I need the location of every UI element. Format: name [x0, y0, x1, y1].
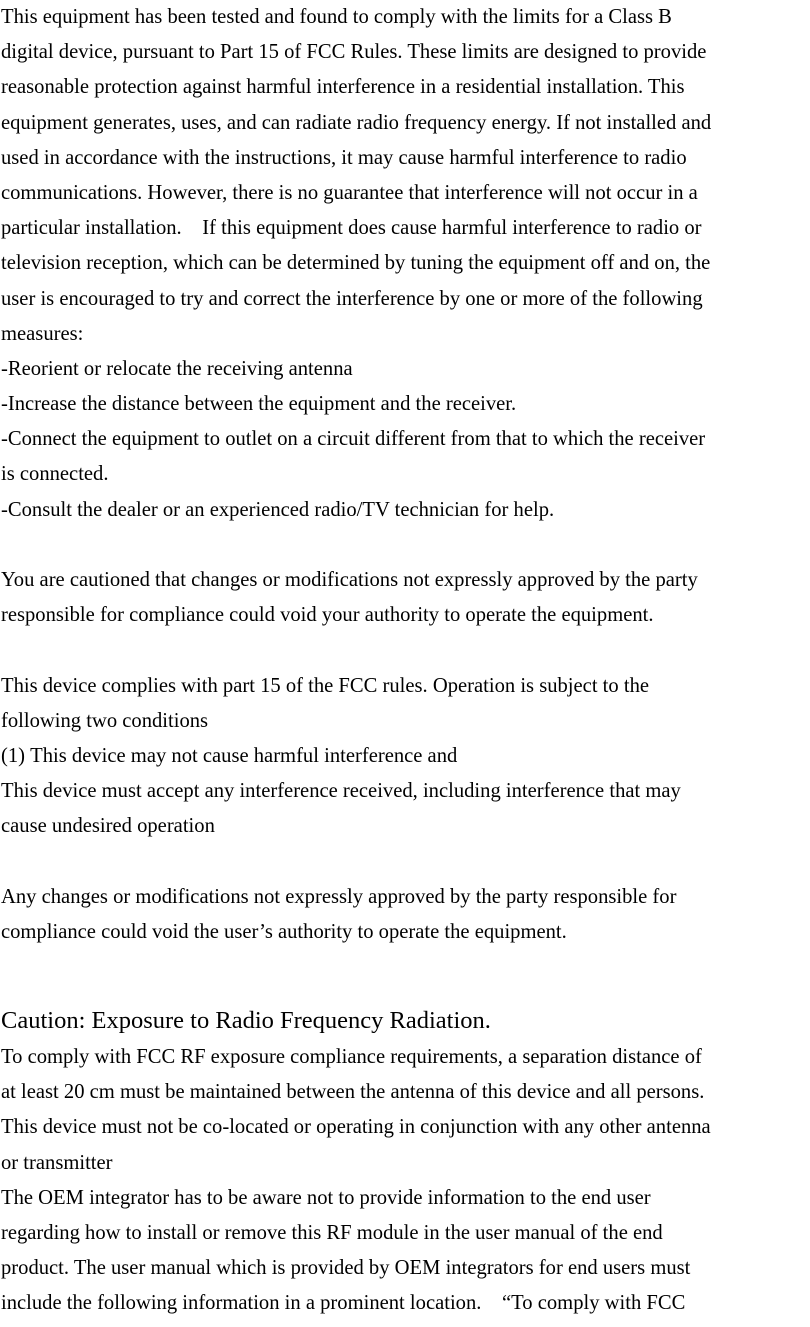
- text-line: regarding how to install or remove this RF module in the user manual of the end: [1, 1222, 663, 1244]
- text-line: This device complies with part 15 of the FCC rules. Operation is subject to the: [1, 674, 650, 697]
- text-line: equipment generates, uses, and can radiate radio frequency energy. If not installed and: [1, 111, 712, 134]
- section-rf-exposure: [0, 1002, 810, 1322]
- paragraph-class-b-compliance: [0, 0, 810, 352]
- text-line: used in accordance with the instructions, it may cause harmful interference to radio: [1, 146, 687, 169]
- text-line: product. The user manual which is provided by OEM integrators for end users must: [1, 1257, 691, 1280]
- section-heading: Caution: Exposure to Radio Frequency Radiation.: [1, 1007, 491, 1035]
- text-line: measures:: [1, 322, 84, 345]
- text-line: Any changes or modifications not expressly approved by the party responsible for: [1, 885, 677, 908]
- measure-item: -Consult the dealer or an experienced radio/TV technician for help.: [1, 498, 555, 521]
- text-line: You are cautioned that changes or modifications not expressly approved by the party: [1, 569, 698, 591]
- condition-item: (1) This device may not cause harmful interference and: [1, 744, 458, 767]
- text-line: include the following information in a prominent location. “To comply with FCC: [1, 1292, 686, 1315]
- paragraph-part15-conditions: [0, 669, 810, 845]
- text-line: This device must not be co-located or operating in conjunction with any other antenna: [1, 1116, 711, 1139]
- text-line: communications. However, there is no guarantee that interference will not occur in a: [1, 181, 698, 204]
- text-line: This equipment has been tested and found to comply with the limits for a Class B: [1, 6, 672, 28]
- text-line: following two conditions: [1, 709, 209, 732]
- text-line: compliance could void the user’s authority to operate the equipment.: [1, 920, 567, 943]
- measure-item: -Reorient or relocate the receiving antenna: [1, 357, 353, 380]
- text-line: television reception, which can be determined by tuning the equipment off and on, the: [1, 252, 711, 275]
- measure-item: -Connect the equipment to outlet on a circuit different from that to which the receiver: [1, 428, 706, 451]
- text-line: To comply with FCC RF exposure compliance requirements, a separation distance of: [1, 1046, 702, 1069]
- text-line: responsible for compliance could void your authority to operate the equipment.: [1, 604, 654, 627]
- text-line: at least 20 cm must be maintained between the antenna of this device and all persons.: [1, 1081, 705, 1104]
- spacer: [0, 950, 810, 1002]
- spacer: [0, 845, 810, 880]
- measure-item: is connected.: [1, 463, 109, 486]
- text-line: cause undesired operation: [1, 815, 215, 838]
- spacer: [0, 633, 810, 668]
- spacer: [0, 528, 810, 563]
- condition-item: This device must accept any interference received, including interference that may: [1, 780, 681, 803]
- text-line: user is encouraged to try and correct the interference by one or more of the following: [1, 287, 703, 310]
- text-line: The OEM integrator has to be aware not to provide information to the end user: [1, 1186, 651, 1209]
- text-line: or transmitter: [1, 1151, 113, 1174]
- text-line: particular installation. If this equipment does cause harmful interference to radio or: [1, 217, 702, 240]
- measure-item: -Increase the distance between the equipment and the receiver.: [1, 393, 517, 416]
- paragraph-changes-caution: [0, 563, 810, 633]
- paragraph-modifications-warning: [0, 880, 810, 950]
- measures-list: [0, 352, 810, 528]
- text-line: digital device, pursuant to Part 15 of FCC Rules. These limits are designed to provide: [1, 41, 707, 64]
- text-line: reasonable protection against harmful interference in a residential installation. This: [1, 76, 685, 99]
